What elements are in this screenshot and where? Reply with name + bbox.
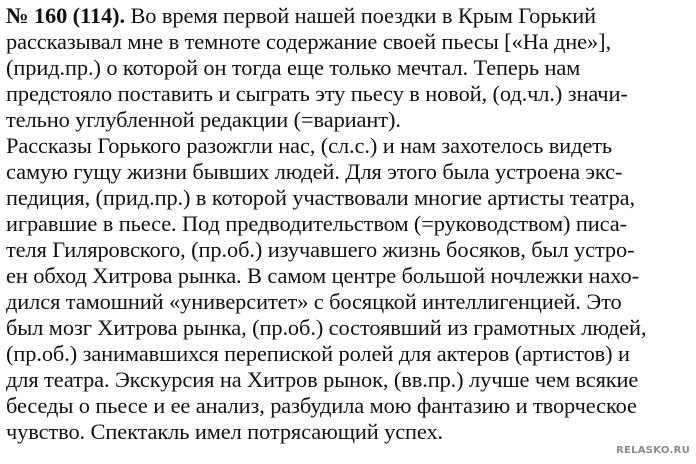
text-line-13: был мозг Хитрова рынка, (пр.об.) состоявший из грамотных людей, [6,315,647,340]
text-line-8: педиция, (прид.пр.) в которой участвовали многие артисты театра, [6,185,636,210]
site-watermark: RELASKO.RU [615,445,690,456]
text-line-6: Рассказы Горького разожгли нас, (сл.с.) и нам захотелось видеть [6,133,612,158]
text-line-10: теля Гиляровского, (пр.об.) изучавшего жизнь босяков, был устро- [6,237,635,262]
text-line-4: предстояло поставить и сыграть эту пьесу в новой, (од.чл.) значи- [6,81,628,106]
text-line-3: (прид.пр.) о которой он тогда еще только мечтал. Теперь нам [6,55,581,80]
text-line-12: дился тамошний «университет» с босяцкой интеллигенцией. Это [6,289,622,314]
exercise-number: № 160 (114). [6,3,125,28]
text-line-9: игравшие в пьесе. Под предводительством (=руководством) писа- [6,211,627,236]
text-line-2: рассказывал мне в темноте содержание своей пьесы [«На дне»], [6,29,611,54]
exercise-text-block [6,0,690,464]
text-line-16: беседы о пьесе и ее анализ, разбудила мою фантазию и творческое [6,393,637,418]
text-line-7: самую гущу жизни бывших людей. Для этого была устроена экс- [6,159,623,184]
text-line-15: для театра. Экскурсия на Хитров рынок, (вв.пр.) лучше чем всякие [6,367,639,392]
text-line-1-content: Во время первой нашей поездки в Крым Горький [124,3,597,28]
text-line-11: ен обход Хитрова рынка. В самом центре большой ночлежки нахо- [6,263,639,288]
text-line-1 [6,4,596,28]
text-line-17: чувство. Спектакль имел потрясающий успех. [6,419,444,444]
text-line-5: тельно углубленной редакции (=вариант). [6,107,401,132]
text-line-14: (пр.об.) занимавшихся перепиской ролей для актеров (артистов) и [6,341,630,366]
